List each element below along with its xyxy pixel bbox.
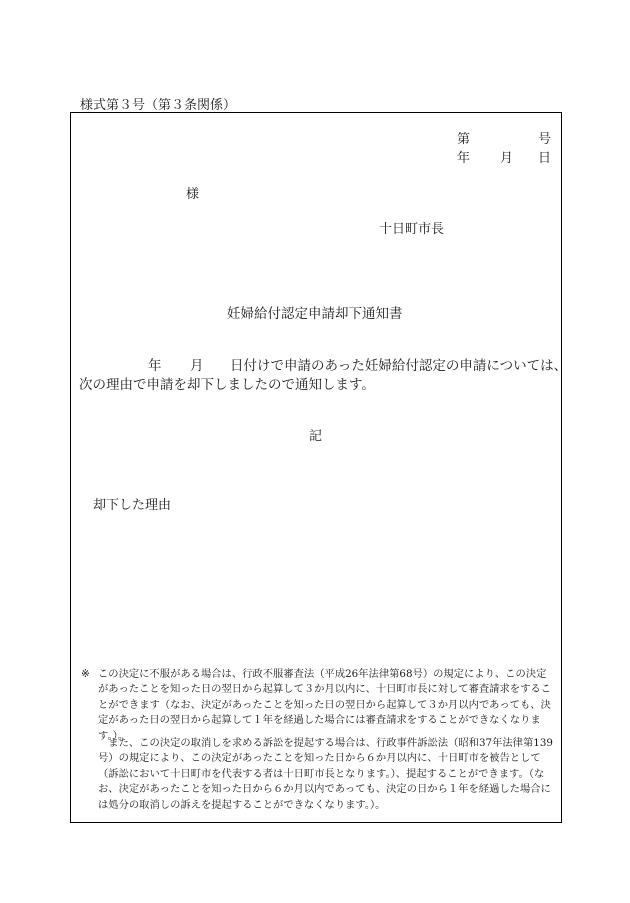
doc-number-prefix: 第 xyxy=(457,132,471,147)
body-year: 年 xyxy=(148,358,162,374)
body-line1: 日付けで申請のあった妊婦給付認定の申請については、 xyxy=(230,358,568,374)
sender-name: 十日町市長 xyxy=(379,222,445,237)
document-title: 妊婦給付認定申請却下通知書 xyxy=(227,306,403,322)
doc-number-suffix: 号 xyxy=(538,132,552,147)
body-month: 月 xyxy=(190,358,204,374)
date-day: 日 xyxy=(538,151,552,166)
note-mark: ※ xyxy=(81,668,90,680)
addressee-honorific: 様 xyxy=(186,187,200,202)
note-para-2: また、この決定の取消しを求める訴訟を提起する場合は、行政事件訴訟法（昭和37年法律第139号）の規定により、この決定があったことを知った日から６か月以内に、十日町市を被告として（訴訟において十日町市を代表する者は十日町市長となります。）、提起することができます。（なお、決定があったことを知った日から６か月以内であっても、決定の日から１年を経過した場合には処分の取消しの訴えを提起することができなくなります。）。 xyxy=(98,737,553,811)
note-appeal xyxy=(81,667,554,744)
body-line2: 次の理由で申請を却下しましたので通知します。 xyxy=(79,377,375,393)
note-lawsuit xyxy=(81,736,554,813)
date-year: 年 xyxy=(457,151,471,166)
ki-heading: 記 xyxy=(309,429,323,444)
form-number-label: 様式第３号（第３条関係） xyxy=(80,98,237,113)
date-month: 月 xyxy=(500,151,514,166)
note-para-1: この決定に不服がある場合は、行政不服審査法（平成26年法律第68号）の規定により、この決定があったことを知った日の翌日から起算して３か月以内に、十日町市長に対して審査請求をすることができます（なお、決定があったことを知った日の翌日から起算して３か月以内であっても、決定があった日の翌日から起算して１年を経過した場合には審査請求をすることができなくなります。）。 xyxy=(98,668,551,742)
reason-label: 却下した理由 xyxy=(93,498,172,513)
